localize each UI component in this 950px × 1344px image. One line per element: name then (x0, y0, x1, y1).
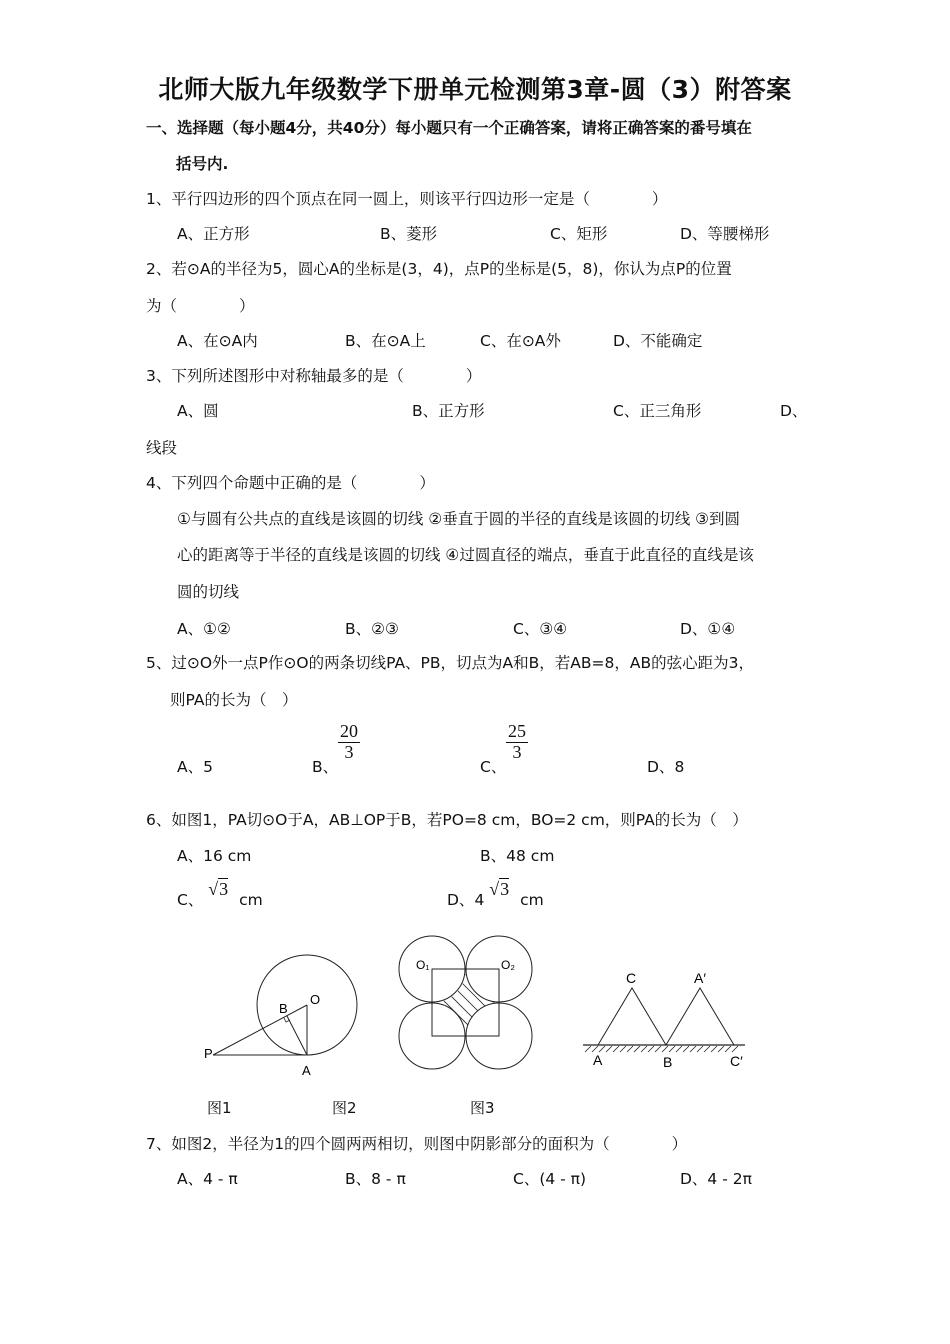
q5-option-a: A、5 (177, 758, 213, 776)
question-5-stem: 5、过⊙O外一点P作⊙O的两条切线PA、PB，切点为A和B，若AB=8，AB的弦心距为3， (146, 654, 754, 672)
q5-option-d: D、8 (647, 758, 685, 776)
q6-option-c: C、 √3 cm (177, 879, 263, 909)
q4-option-c: C、③④ (513, 620, 568, 638)
caption-figure-2: 图2 (332, 1099, 357, 1117)
q3-option-a: A、圆 (177, 402, 219, 420)
q7-option-c: C、(4 - π) (513, 1170, 587, 1188)
q2-option-a: A、在⊙A内 (177, 332, 258, 350)
question-4-statements-3: 圆的切线 (177, 583, 240, 601)
q3-option-d-cont: 线段 (146, 439, 178, 457)
question-2-stem-cont: 为（ ） (146, 297, 255, 315)
question-4-stem: 4、下列四个命题中正确的是（ ） (146, 474, 435, 492)
question-2-stem: 2、若⊙A的半径为5，圆心A的坐标是(3，4)，点P的坐标是(5，8)，你认为点P的位置 (146, 260, 732, 278)
section-heading-cont: 括号内. (176, 155, 229, 173)
q3-option-b: B、正方形 (412, 402, 485, 420)
svg-text:B: B (279, 1001, 288, 1016)
figure-four-circles-diagram (398, 935, 533, 1070)
q6-option-b: B、48 cm (480, 847, 555, 865)
figure-1-tangent-diagram (190, 930, 390, 1080)
q1-option-d: D、等腰梯形 (680, 225, 770, 243)
caption-figure-1: 图1 (207, 1099, 232, 1117)
question-6-stem: 6、如图1，PA切⊙O于A，AB⊥OP于B，若PO=8 cm，BO=2 cm，则PA的长为（ ） (146, 811, 748, 829)
q6-option-a: A、16 cm (177, 847, 252, 865)
q4-option-b: B、②③ (345, 620, 399, 638)
svg-text:C: C (626, 970, 637, 986)
q6-option-d-sqrt: √3 (489, 879, 510, 899)
q7-option-d: D、4 - 2π (680, 1170, 752, 1188)
q6-option-c-sqrt: √3 (208, 879, 229, 899)
q2-option-c: C、在⊙A外 (480, 332, 561, 350)
question-1-stem: 1、平行四边形的四个顶点在同一圆上，则该平行四边形一定是（ ） (146, 190, 668, 208)
q3-option-d: D、 (780, 402, 808, 420)
q3-option-c: C、正三角形 (613, 402, 702, 420)
q5-option-c-label: C、 (480, 758, 507, 776)
q5-option-b-fraction: $\frac{20}{3}$ (340, 721, 358, 762)
q5-option-c-fraction: $\frac{25}{3}$ (508, 721, 526, 762)
svg-text:A′: A′ (694, 970, 706, 986)
q7-option-b: B、8 - π (345, 1170, 406, 1188)
q6-option-d: D、4 √3 cm (447, 879, 544, 909)
question-5-stem-cont: 则PA的长为（ ） (170, 691, 298, 709)
q4-option-a: A、①② (177, 620, 231, 638)
q1-option-a: A、正方形 (177, 225, 250, 243)
q2-option-b: B、在⊙A上 (345, 332, 426, 350)
caption-figure-3: 图3 (470, 1099, 495, 1117)
section-heading: 一、选择题（每小题4分，共40分）每小题只有一个正确答案，请将正确答案的番号填在 (146, 119, 752, 137)
question-4-statements-1: ①与圆有公共点的直线是该圆的切线 ②垂直于圆的半径的直线是该圆的切线 ③到圆 (177, 510, 741, 528)
svg-text:C′: C′ (730, 1053, 743, 1069)
question-7-stem: 7、如图2，半径为1的四个圆两两相切，则图中阴影部分的面积为（ ） (146, 1135, 688, 1153)
q5-option-b-label: B、 (312, 758, 339, 776)
q7-option-a: A、4 - π (177, 1170, 238, 1188)
svg-text:A: A (593, 1052, 603, 1068)
question-3-stem: 3、下列所述图形中对称轴最多的是（ ） (146, 367, 482, 385)
document-title: 北师大版九年级数学下册单元检测第3章-圆（3）附答案 (158, 75, 792, 104)
svg-text:P: P (204, 1046, 213, 1061)
q1-option-c: C、矩形 (550, 225, 608, 243)
question-4-statements-2: 心的距离等于半径的直线是该圆的切线 ④过圆直径的端点，垂直于此直径的直线是该 (177, 546, 754, 564)
q1-option-b: B、菱形 (380, 225, 438, 243)
svg-text:O: O (310, 992, 321, 1007)
svg-text:A: A (302, 1063, 311, 1078)
q4-option-d: D、①④ (680, 620, 736, 638)
q2-option-d: D、不能确定 (613, 332, 703, 350)
figure-rotated-triangles-diagram (575, 960, 770, 1075)
svg-text:B: B (663, 1054, 673, 1070)
svg-text:O₂: O₂ (501, 958, 515, 972)
svg-text:O₁: O₁ (416, 958, 430, 972)
